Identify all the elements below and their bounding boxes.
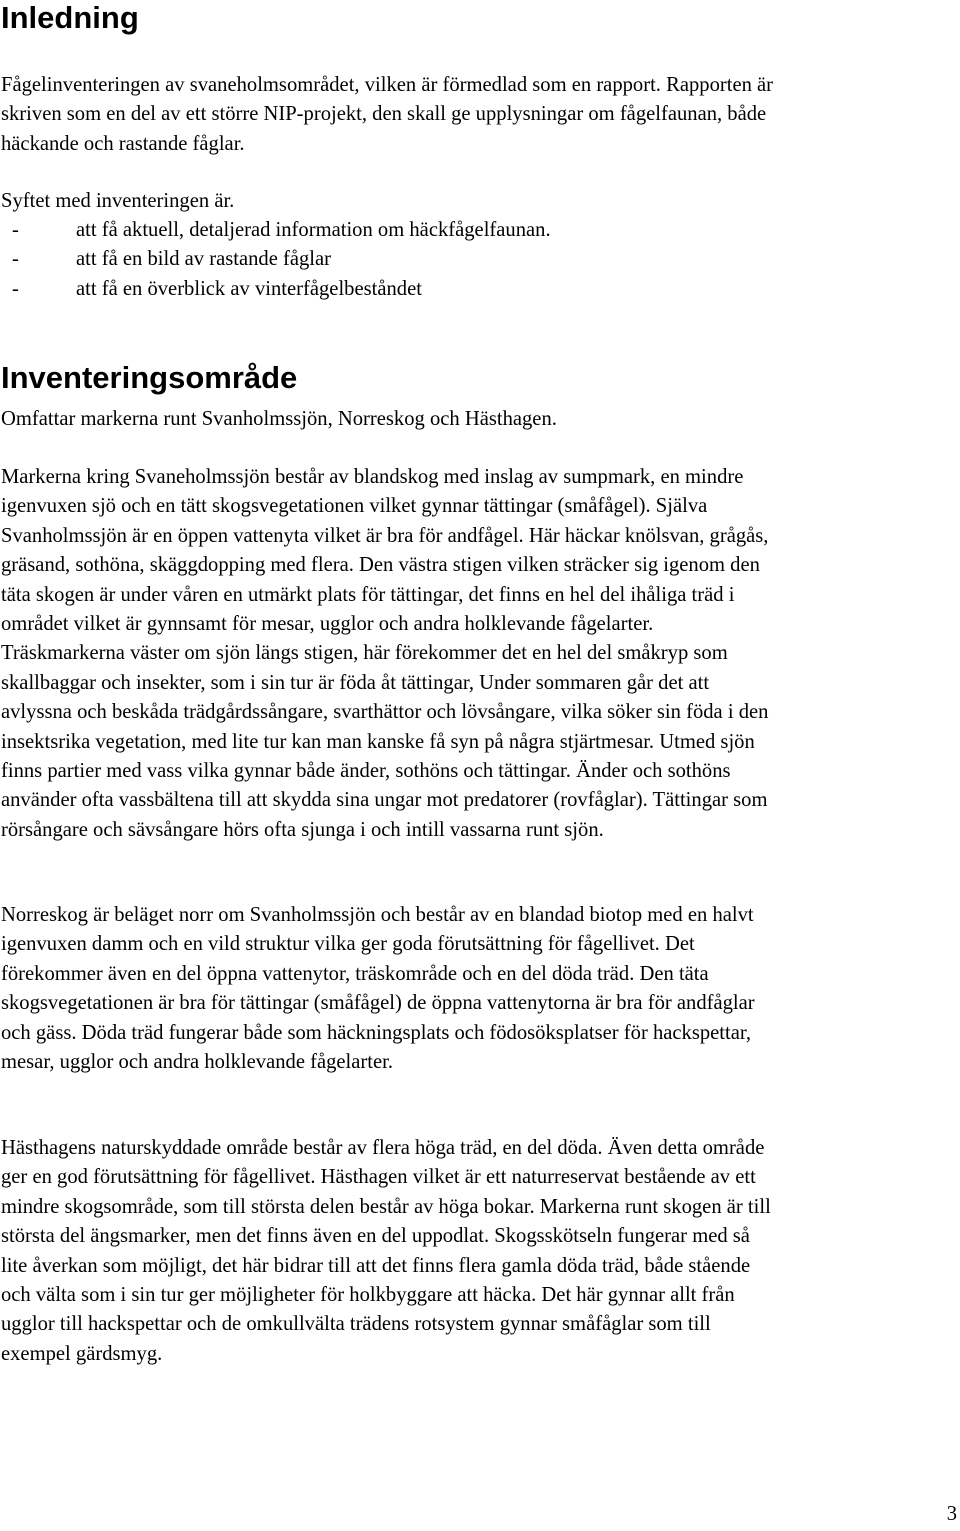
- text-line: ger en god förutsättning för fågellivet. Hästhagen vilket är ett naturreservat bestående av ett: [1, 1166, 756, 1189]
- text-line: skriven som en del av ett större NIP-projekt, den skall ge upplysningar om fågelfaunan, både: [1, 103, 767, 126]
- text-line: avlyssna och beskåda trädgårdssångare, svarthättor och lövsångare, vilka söker sin föda i den: [1, 701, 769, 724]
- text-line: Hästhagens naturskyddade område består av flera höga träd, en del döda. Även detta område: [1, 1137, 765, 1159]
- text-line: igenvuxen damm och en vild struktur vilka ger goda förutsättning för fågellivet. Det: [1, 933, 695, 956]
- bullet-dash: -: [12, 277, 19, 300]
- purpose-label: Syftet med inventeringen är.: [1, 190, 235, 212]
- text-line: Norreskog är beläget norr om Svanholmssjön och består av en blandad biotop med en halvt: [1, 904, 754, 926]
- bullet-dash: -: [12, 219, 19, 241]
- text-line: rörsångare och sävsångare hörs ofta sjunga i och intill vassarna runt sjön.: [1, 818, 604, 841]
- heading-inledning: Inledning: [1, 0, 139, 35]
- paragraph-hasthagen: [1, 1134, 957, 1369]
- text-line: finns partier med vass vilka gynnar både änder, sothöns och tättingar. Änder och sothöns: [1, 760, 731, 783]
- text-line: skallbaggar och insekter, som i sin tur är föda åt tättingar, Under sommaren går det att: [1, 671, 710, 694]
- text-line: förekommer även en del öppna vattenytor, träskområde och en del döda träd. Den täta: [1, 962, 709, 985]
- text-line: ugglor till hackspettar och de omkullvälta trädens rotsystem gynnar småfåglar som till: [1, 1313, 711, 1336]
- text-line: Fågelinventeringen av svaneholmsområdet, vilken är förmedlad som en rapport. Rapporten är: [1, 74, 774, 96]
- area-summary: Omfattar markerna runt Svanholmssjön, Norreskog och Hästhagen.: [1, 408, 557, 430]
- list-item-text: att få en överblick av vinterfågelbeståndet: [76, 277, 422, 300]
- paragraph-norreskog: [1, 901, 957, 1077]
- text-line: skogsvegetationen är bra för tättingar (småfågel) de öppna vattenytorna är bra för andfåglar: [1, 992, 755, 1015]
- paragraph-svanholmssjon: [1, 463, 957, 845]
- text-line: använder ofta vassbältena till att skydda sina ungar mot predatorer (rovfåglar). Tättingar som: [1, 789, 768, 812]
- text-line: Träskmarkerna väster om sjön längs stigen, här förekommer det en hel del småkryp som: [1, 642, 728, 665]
- text-line: täta skogen är under våren en utmärkt plats för tättingar, det finns en hel del ihåliga träd i: [1, 583, 735, 606]
- intro-paragraph: [1, 71, 957, 159]
- text-line: mesar, ugglor och andra holklevande fågelarter.: [1, 1051, 394, 1074]
- text-line: exempel gärdsmyg.: [1, 1342, 163, 1365]
- text-line: Markerna kring Svaneholmssjön består av blandskog med inslag av sumpmark, en mindre: [1, 466, 744, 488]
- text-line: största del ängsmarker, men det finns även en del uppodlat. Skogsskötseln fungerar med så: [1, 1225, 750, 1248]
- page-number: 3: [946, 1503, 957, 1525]
- text-line: igenvuxen sjö och en tätt skogsvegetationen vilket gynnar tättingar (småfågel). Själva: [1, 495, 708, 518]
- text-line: häckande och rastande fåglar.: [1, 132, 245, 155]
- text-line: lite åverkan som möjligt, det här bidrar till att det finns flera gamla döda träd, både stående: [1, 1254, 751, 1277]
- bullet-dash: -: [12, 248, 19, 271]
- text-line: insektsrika vegetation, med lite tur kan man kanske få syn på några stjärtmesar. Utmed sjön: [1, 730, 755, 753]
- text-line: och gäss. Döda träd fungerar både som häckningsplats och födosöksplatser för hackspettar,: [1, 1021, 752, 1044]
- text-line: området vilket är gynnsamt för mesar, ugglor och andra holklevande fågelarter.: [1, 613, 654, 636]
- text-line: och välta som i sin tur ger möjligheter för holkbyggare att häcka. Det här gynnar allt från: [1, 1284, 735, 1307]
- list-item-text: att få aktuell, detaljerad information om häckfågelfaunan.: [76, 219, 551, 241]
- text-line: mindre skogsområde, som till största delen består av höga bokar. Markerna runt skogen är till: [1, 1195, 771, 1218]
- heading-inventeringsomrade: Inventeringsområde: [1, 360, 298, 395]
- text-line: Svanholmssjön är en öppen vattenyta vilket är bra för andfågel. Här häckar knölsvan, grågås,: [1, 524, 769, 547]
- list-item-text: att få en bild av rastande fåglar: [76, 248, 332, 271]
- text-line: gräsand, sothöna, skäggdopping med flera. Den västra stigen vilken sträcker sig igenom den: [1, 554, 760, 577]
